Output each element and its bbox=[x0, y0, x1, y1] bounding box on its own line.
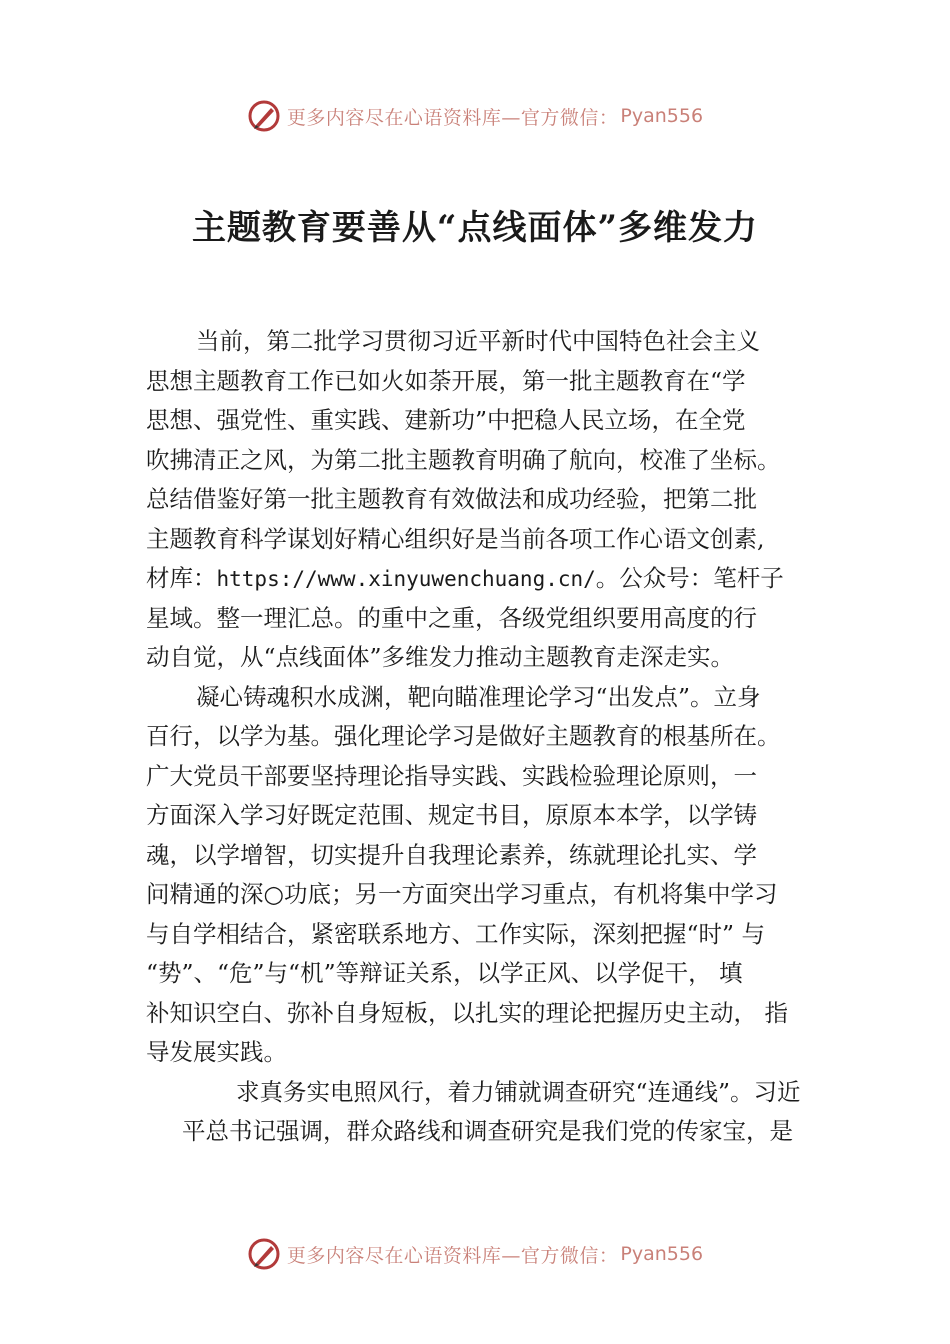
text-line: 吹拂清正之风，为第二批主题教育明确了航向，校准了坐标。 bbox=[146, 445, 781, 474]
pen-logo-icon bbox=[247, 99, 281, 133]
text-line: 魂，以学增智，切实提升自我理论素养，练就理论扎实、学 bbox=[146, 840, 757, 869]
document-title: 主题教育要善从“点线面体”多维发力 bbox=[191, 208, 759, 248]
watermark-header bbox=[0, 96, 950, 136]
text-line: 补知识空白、弥补自身短板，以扎实的理论把握历史主动， 指 bbox=[146, 998, 788, 1027]
document-body bbox=[146, 322, 814, 1152]
watermark-footer bbox=[0, 1234, 950, 1274]
text-line: 星域。整一理汇总。的重中之重，各级党组织要用高度的行 bbox=[146, 603, 757, 632]
text-line: 百行，以学为基。强化理论学习是做好主题教育的根基所在。 bbox=[146, 722, 781, 750]
website-url: https://www.xinyuwenchuang.cn/ bbox=[216, 567, 596, 591]
text-line: 思想主题教育工作已如火如荼开展，第一批主题教育在“学 bbox=[146, 366, 746, 395]
text-line: 导发展实践。 bbox=[146, 1038, 287, 1066]
watermark-wechat-id: Pyan556 bbox=[620, 1243, 704, 1265]
url-prefix: 材库： bbox=[146, 564, 217, 592]
text-line: 平总书记强调，群众路线和调查研究是我们党的传家宝，是 bbox=[182, 1117, 793, 1145]
text-line: 广大党员干部要坚持理论指导实践、实践检验理论原则，一 bbox=[146, 761, 757, 790]
text-line: “势”、“危”与“机”等辩证关系，以学正风、以学促干， 填 bbox=[146, 959, 743, 987]
url-suffix: 。公众号：笔杆子 bbox=[595, 564, 784, 592]
text-line: 求真务实电照风行，着力铺就调查研究“连通线”。习近 bbox=[236, 1077, 801, 1106]
text-line: 思想、强党性、重实践、建新功”中把稳人民立场，在全党 bbox=[146, 406, 746, 434]
text-line: 与自学相结合，紧密联系地方、工作实际，深刻把握“时” 与 bbox=[146, 919, 765, 948]
text-line: 问精通的深○功底；另一方面突出学习重点，有机将集中学习 bbox=[146, 880, 778, 908]
text-line: 方面深入学习好既定范围、规定书目，原原本本学，以学铸 bbox=[146, 801, 757, 829]
watermark-text: 更多内容尽在心语资料库—官方微信： bbox=[286, 1244, 619, 1267]
text-line: 当前，第二批学习贯彻习近平新时代中国特色社会主义 bbox=[196, 327, 760, 355]
text-line: 动自觉，从“点线面体”多维发力推动主题教育走深走实。 bbox=[146, 643, 735, 671]
pen-logo-icon bbox=[247, 1237, 281, 1271]
text-line-with-url bbox=[146, 559, 814, 599]
text-line: 凝心铸魂积水成渊，靶向瞄准理论学习“出发点”。立身 bbox=[196, 682, 761, 711]
watermark-text: 更多内容尽在心语资料库—官方微信： bbox=[286, 106, 619, 129]
text-line: 主题教育科学谋划好精心组织好是当前各项工作心语文创素, bbox=[146, 524, 765, 553]
text-line: 总结借鉴好第一批主题教育有效做法和成功经验，把第二批 bbox=[146, 485, 757, 513]
watermark-wechat-id: Pyan556 bbox=[620, 105, 704, 127]
